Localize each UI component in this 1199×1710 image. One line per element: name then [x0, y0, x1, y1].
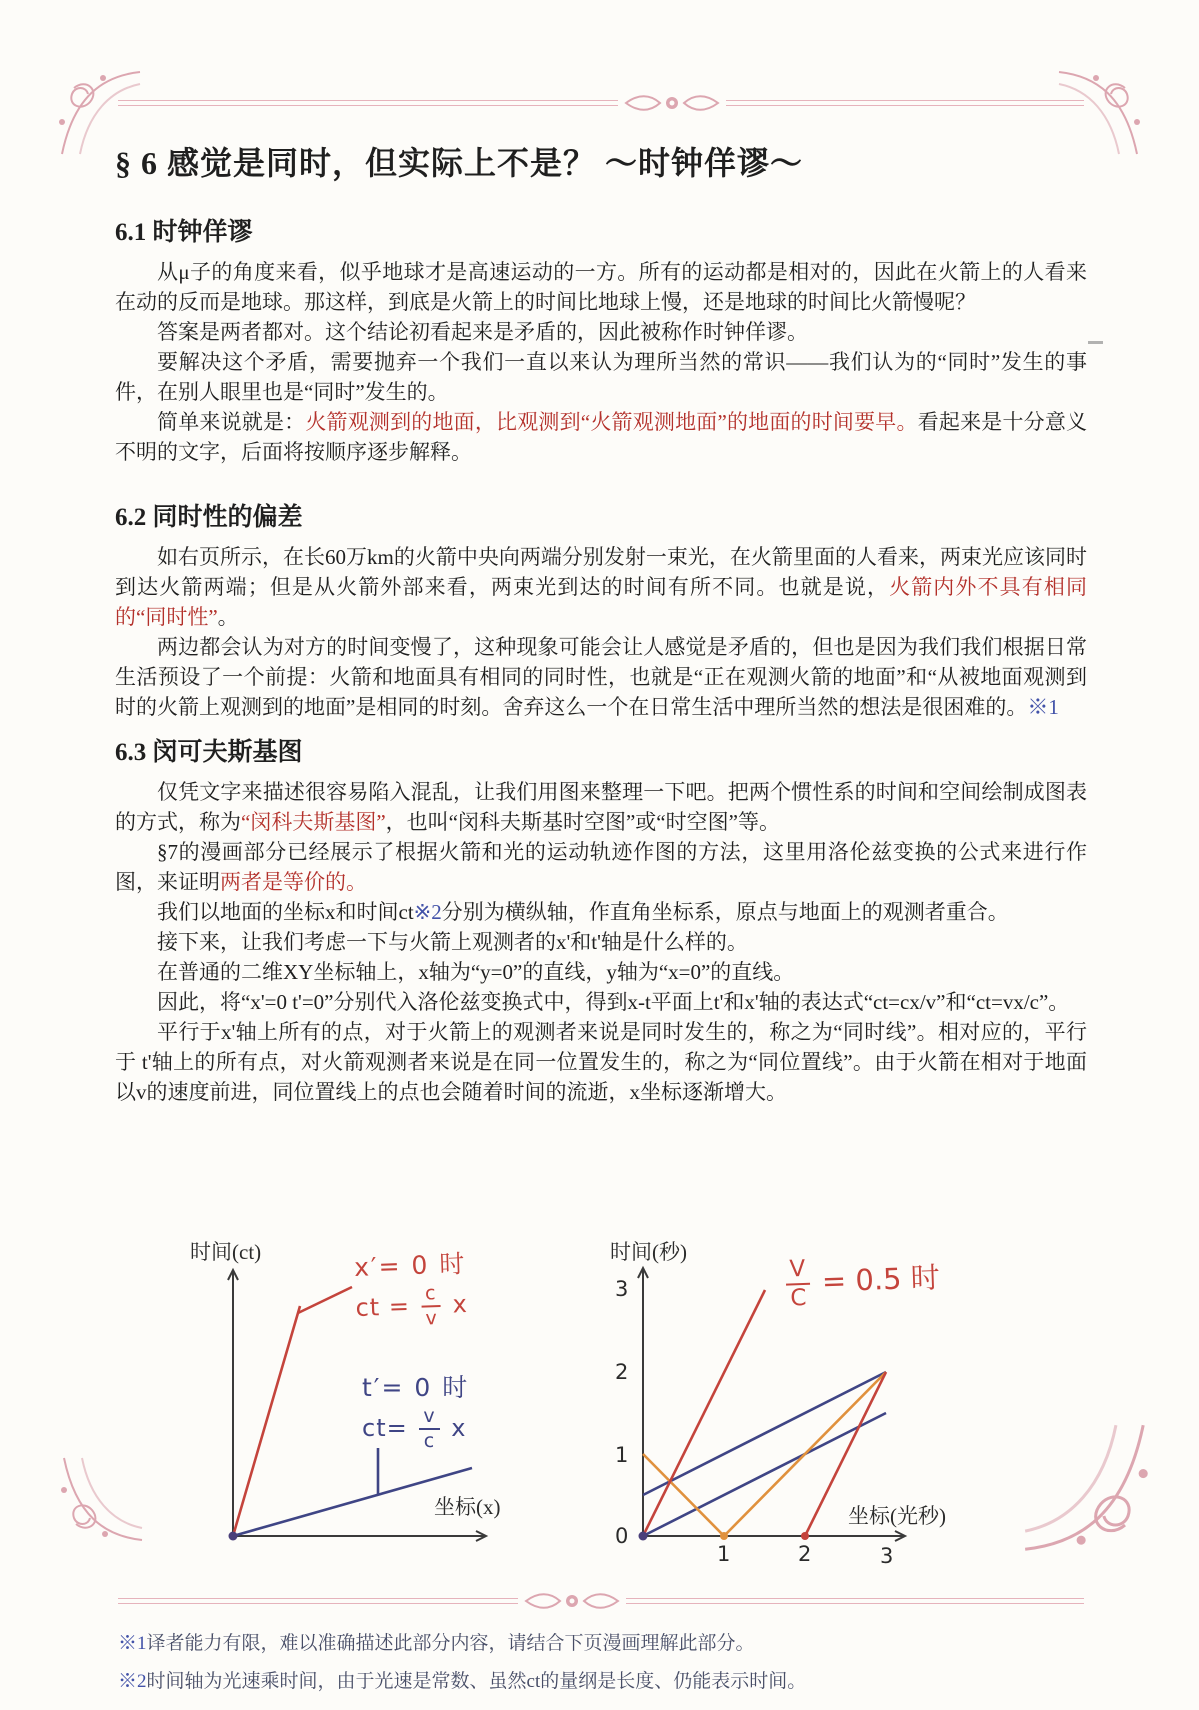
text-segment: 平行于x'轴上所有的点，对于火箭上的观测者来说是同时发生的，称之为“同时线”。相对应的，平行于 t'轴上的所有点，对火箭观测者来说是在同一位置发生的，称之为“同位置线”。由于火箭在相对于地面以v的速度前进，同位置线上的点也会随着时间的流逝，x坐标逐渐增大。 [115, 1020, 1087, 1104]
paragraph [115, 957, 1087, 987]
paragraph [115, 777, 1087, 837]
footnote-marker: ※1 [118, 1633, 147, 1654]
text-segment: 在普通的二维XY坐标轴上，x轴为“y=0”的直线，y轴为“x=0”的直线。 [157, 960, 795, 984]
fraction-denominator: c [423, 1429, 436, 1452]
origin-dot [229, 1532, 238, 1541]
section-heading-6-3: 6.3 闵可夫斯基图 [115, 739, 303, 766]
text-segment: §7的漫画部分已经展示了根据火箭和光的运动轨迹作图的方法，这里用洛伦兹变换的公式来进行作图，来证明 [115, 840, 1087, 894]
annotation-condition: x′= 0 时 [353, 1249, 467, 1282]
paragraph [115, 542, 1087, 632]
footnote-2 [118, 1666, 806, 1693]
text-segment: 要解决这个矛盾，需要抛弃一个我们一直以来认为理所当然的常识——我们认为的“同时”发生的事件，在别人眼里也是“同时”发生的。 [115, 350, 1087, 404]
text-segment: 接下来，让我们考虑一下与火箭上观测者的x'和t'轴是什么样的。 [157, 930, 748, 954]
eq-lhs: ct = [355, 1291, 411, 1322]
text-segment: 。 [217, 605, 239, 629]
x-tick-3: 3 [880, 1544, 894, 1568]
emphasis-red-text: 火箭内外不具有相同的“同时性” [115, 575, 1088, 629]
emphasis-red-text: 两者是等价的。 [220, 870, 367, 894]
right-y-axis-label: 时间(秒) [610, 1240, 687, 1264]
left-minkowski-diagram [150, 1228, 530, 1558]
text-segment: 从μ子的角度来看，似乎地球才是高速运动的一方。所有的运动都是相对的，因此在火箭上的人看来在动的反而是地球。那这样，到底是火箭上的时间比地球上慢，还是地球的时间比火箭慢呢？ [115, 260, 1087, 314]
paragraph [115, 1017, 1087, 1107]
text-segment: 答案是两者都对。这个结论初看起来是矛盾的，因此被称作时钟佯谬。 [157, 320, 808, 344]
footnote-text: 时间轴为光速乘时间，由于光速是常数、虽然ct的量纲是长度、仍能表示时间。 [146, 1671, 807, 1692]
text-segment: 简单来说就是： [157, 410, 306, 434]
text-column [115, 138, 1087, 1107]
text-segment: 因此，将“x'=0 t'=0”分别代入洛伦兹变换式中，得到x-t平面上t'和x'轴的表达式“ct=cx/v”和“ct=vx/c”。 [157, 990, 1070, 1014]
eq-lhs: ct= [362, 1413, 408, 1442]
text-segment: 如右页所示，在长60万km的火箭中央向两端分别发射一束光，在火箭里面的人看来，两束光应该同时到达火箭两端；但是从火箭外部来看，两束光到达的时间有所不同。也就是说， [115, 545, 1087, 599]
paragraph [115, 407, 1087, 467]
red-base-dot [801, 1532, 809, 1540]
velocity-annotation [782, 1253, 941, 1310]
eq-rhs: x [452, 1289, 469, 1319]
x-tick-2: 2 [798, 1542, 812, 1566]
annotation-equation [362, 1404, 469, 1452]
text-segment: 两边都会认为对方的时间变慢了，这种现象可能会让人感觉是矛盾的，但也是因为我们我们根据日常生活预设了一个前提：火箭和地面具有相同的同时性，也就是“正在观测火箭的地面”和“从被地面观测到时的火箭上观测到的地面”是相同的时刻。舍弃这么一个在日常生活中理所当然的想法是很困难的。 [115, 635, 1087, 719]
y-tick-3: 3 [615, 1277, 629, 1301]
annotation-condition: t′= 0 时 [362, 1373, 470, 1402]
footnote-marker: ※2 [118, 1671, 147, 1692]
section-heading-6-1: 6.1 时钟佯谬 [115, 219, 253, 246]
annotation-rest: = 0.5 时 [821, 1260, 941, 1299]
corner-flourish-bottom-left [50, 1455, 145, 1550]
paragraph [115, 317, 1087, 347]
right-x-axis-label: 坐标(光秒) [848, 1504, 946, 1528]
fraction [419, 1404, 439, 1452]
emphasis-red-text: “闵科夫斯基图” [241, 810, 386, 834]
y-tick-2: 2 [615, 1360, 629, 1384]
fraction-numerator: V [785, 1258, 810, 1286]
paragraph [115, 927, 1087, 957]
top-border-rule [118, 100, 1084, 106]
paragraph [115, 257, 1087, 317]
origin-dot [639, 1532, 648, 1541]
fraction [785, 1255, 811, 1312]
page-edge-mark [1088, 341, 1103, 344]
annotation-equation [355, 1283, 469, 1331]
text-segment: 仅凭文字来描述很容易陷入混乱，让我们用图来整理一下吧。把两个惯性系的时间和空间绘制成图表的方式，称为 [115, 780, 1087, 834]
footnote-1 [118, 1628, 755, 1655]
corner-flourish-bottom-right [1021, 1421, 1165, 1565]
light-turn-dot [720, 1532, 728, 1540]
text-segment: 看起来是十分意义不明的文字，后面将按顺序逐步解释。 [115, 410, 1088, 464]
emphasis-red-text: 火箭观测到的地面，比观测到“火箭观测地面”的地面的时间要早。 [305, 410, 918, 434]
top-rule-ornament [618, 90, 726, 116]
fraction-denominator: v [425, 1306, 439, 1330]
simultaneity-line [643, 1372, 886, 1495]
bottom-rule-ornament [518, 1588, 626, 1614]
x-prime-annotation [354, 1250, 469, 1331]
t-prime-annotation [362, 1374, 469, 1451]
y-tick-0: 0 [615, 1524, 629, 1548]
paragraph [115, 632, 1087, 722]
footnote-text: 译者能力有限，难以准确描述此部分内容，请结合下页漫画理解此部分。 [146, 1633, 755, 1654]
section-heading-6-2: 6.2 同时性的偏差 [115, 504, 303, 531]
fraction-denominator: C [789, 1284, 807, 1312]
text-segment: ，也叫“闵科夫斯基时空图”或“时空图”等。 [385, 810, 780, 834]
left-y-axis-label: 时间(ct) [190, 1240, 262, 1264]
paragraph [115, 987, 1087, 1017]
text-segment: 分别为横纵轴，作直角坐标系，原点与地面上的观测者重合。 [441, 900, 1009, 924]
paragraph [115, 347, 1087, 407]
chapter-title: § 6 感觉是同时，但实际上不是？ ～时钟佯谬～ [115, 145, 804, 181]
y-tick-1: 1 [615, 1443, 629, 1467]
paragraph [115, 897, 1087, 927]
rocket-worldline [643, 1290, 765, 1536]
fraction-numerator: c [421, 1284, 441, 1308]
t-prime-axis-line [233, 1287, 352, 1536]
right-minkowski-diagram [555, 1228, 995, 1573]
paragraph [115, 837, 1087, 897]
fraction [421, 1281, 442, 1330]
footnote-reference: ※2 [413, 900, 442, 924]
text-segment: 我们以地面的坐标x和时间ct [157, 900, 414, 924]
eq-rhs: x [451, 1413, 467, 1442]
x-tick-1: 1 [717, 1542, 731, 1566]
red-callout-leader [298, 1287, 352, 1313]
footnote-reference: ※1 [1027, 695, 1059, 719]
left-x-axis-label: 坐标(x) [434, 1495, 501, 1519]
fraction-numerator: v [419, 1407, 439, 1430]
